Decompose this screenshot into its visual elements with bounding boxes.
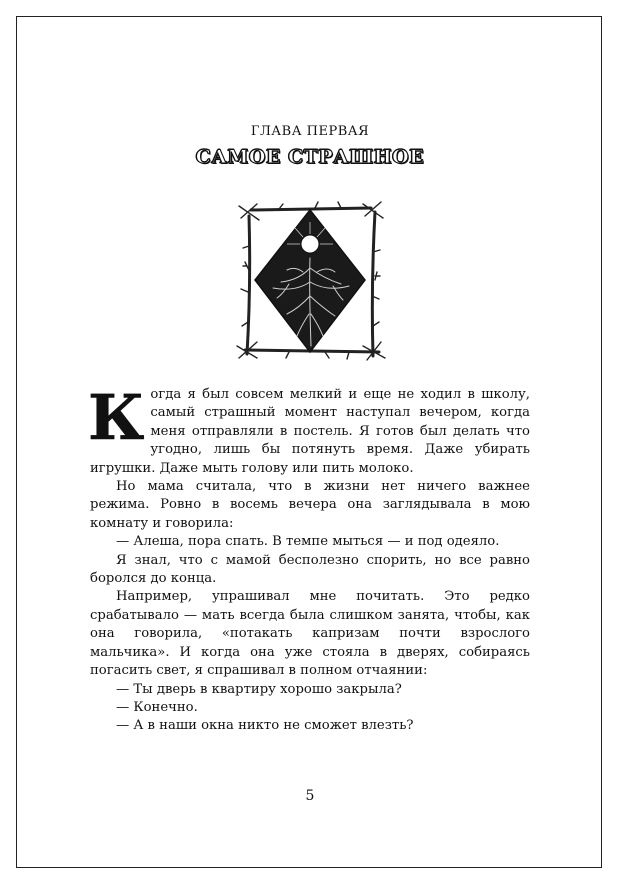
- page-number: 5: [305, 788, 315, 804]
- paragraph-1: [88, 381, 530, 478]
- chapter-title: САМОЕ СТРАШНОЕ: [195, 146, 425, 168]
- dialogue-line: — Конечно.: [116, 699, 198, 715]
- diamond-tree-sun-emblem-icon: [229, 196, 391, 366]
- paragraph-4: Я знал, что с мамой бесполезно спорить, но все равно боролся до конца.: [90, 552, 530, 587]
- paragraph-text: огда я был совсем мелкий и еще не ходил в школу, самый страшный момент наступал вечером, когда меня отправляли в постель. Я готов был делать что угодно, лишь бы потянуть время. Даже убирать игрушки. Даже мыть голову или пить молоко.: [90, 387, 530, 476]
- paragraph-5: Например, упрашивал мне почитать. Это редко срабатывало — мать всегда была слишком занята, чтобы, как она говорила, «потакать капризам почти взрослого мальчика». И когда она уже стояла в дверях, собираясь погасить свет, я спрашивал в полном отчаянии:: [90, 589, 530, 679]
- dialogue-line: — Ты дверь в квартиру хорошо закрыла?: [116, 681, 402, 697]
- body-text: [88, 381, 530, 736]
- dialogue-line: — Алеша, пора спать. В темпе мыться — и под одеяло.: [116, 534, 500, 550]
- chapter-label: ГЛАВА ПЕРВАЯ: [250, 124, 370, 139]
- drop-cap: К: [88, 381, 145, 454]
- paragraph-2: Но мама считала, что в жизни нет ничего важнее режима. Ровно в восемь вечера она заглядывала в мою комнату и говорила:: [90, 479, 530, 531]
- dialogue-line: — А в наши окна никто не сможет влезть?: [116, 718, 414, 734]
